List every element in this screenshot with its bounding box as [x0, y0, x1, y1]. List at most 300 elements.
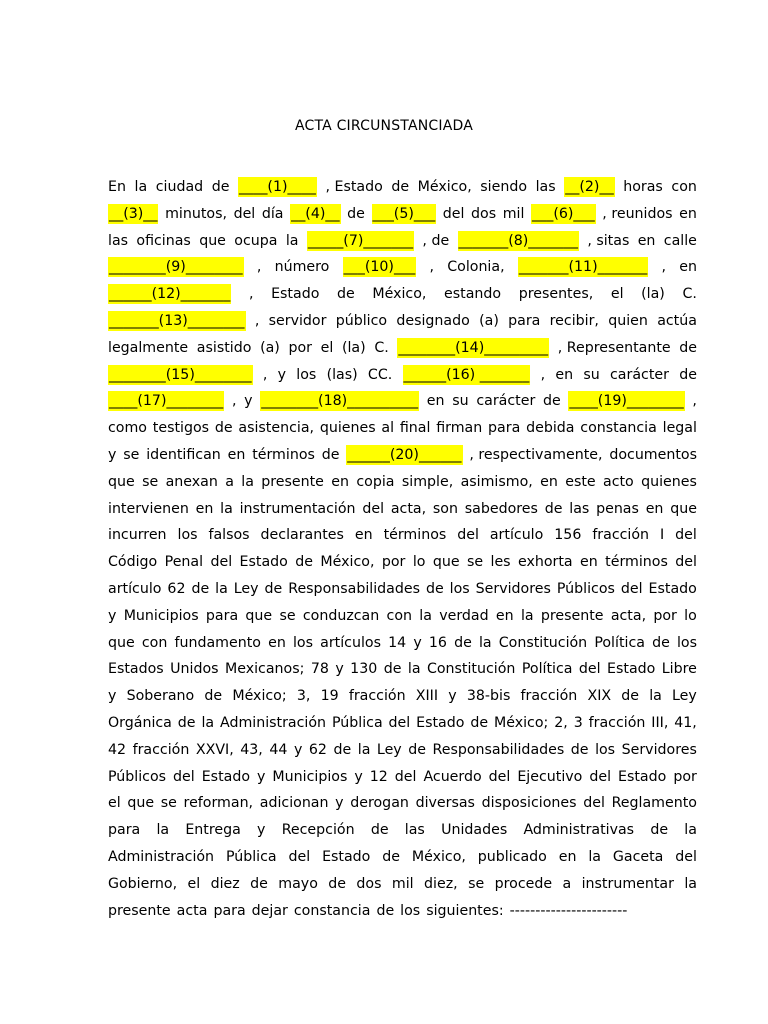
word: identifican	[146, 447, 221, 463]
word: estando	[444, 286, 502, 303]
fill-in-field: _______(8)_______	[458, 232, 578, 249]
word: la	[419, 607, 432, 624]
word: a	[562, 875, 572, 892]
paragraph-line	[108, 901, 697, 921]
word: 43,	[240, 741, 263, 758]
word: términos	[383, 527, 447, 544]
word: la	[201, 715, 215, 731]
word: ,	[256, 259, 262, 276]
word: dos	[471, 205, 497, 222]
word: que	[108, 634, 135, 651]
word: ciudad	[155, 179, 204, 195]
word: y	[108, 447, 117, 463]
word: artículo	[108, 581, 162, 597]
word: para	[213, 902, 246, 919]
word: Ley	[376, 741, 402, 758]
word: diez,	[424, 875, 458, 892]
word: del	[583, 795, 605, 812]
word: Recepción	[281, 822, 355, 839]
word: la	[134, 179, 148, 195]
word: actúa	[657, 313, 697, 329]
word: constancia	[580, 420, 657, 437]
word: Administración	[219, 715, 327, 731]
paragraph-line	[108, 740, 697, 760]
word: acto	[603, 473, 634, 490]
word: de	[337, 286, 355, 303]
word: Entrega	[185, 822, 241, 839]
word: testigos	[152, 420, 210, 437]
paragraph-line	[108, 874, 697, 894]
word: 3,	[296, 688, 311, 705]
word: de	[544, 500, 563, 517]
word: en	[495, 607, 514, 624]
word: 78	[310, 661, 329, 678]
word: diez	[210, 875, 240, 892]
word: del	[675, 554, 697, 571]
word: que	[108, 473, 135, 490]
word: al	[381, 420, 395, 437]
word: el	[320, 339, 334, 356]
word: disposiciones	[481, 795, 577, 812]
word: 44	[269, 741, 288, 758]
word: la	[478, 634, 492, 651]
word: y	[244, 393, 253, 410]
word: como	[108, 420, 147, 437]
word: la	[649, 688, 662, 705]
word: de	[204, 688, 223, 705]
word: constancia	[293, 902, 371, 919]
word: Responsabilidades	[432, 741, 565, 758]
paragraph-line	[108, 365, 697, 385]
word: del	[210, 554, 233, 571]
word: y	[108, 607, 117, 624]
word: la	[285, 232, 299, 249]
word: instrumentación	[239, 500, 356, 517]
word: Estado	[607, 661, 656, 678]
word: de	[383, 661, 402, 678]
word: la	[588, 849, 601, 865]
word: que	[432, 554, 460, 571]
paragraph-line	[108, 659, 697, 679]
word: la	[156, 822, 170, 839]
word: y	[293, 741, 303, 758]
word: horas	[623, 179, 663, 195]
word: en	[227, 447, 246, 463]
word: de	[650, 822, 669, 839]
word: final	[399, 420, 431, 437]
word: en	[195, 500, 214, 517]
fill-in-field: ___(10)___	[343, 259, 416, 276]
word: fracción	[348, 688, 406, 705]
word: Estados	[108, 661, 164, 678]
word: acta,	[390, 500, 427, 517]
word: y	[277, 366, 287, 383]
word: Ley	[672, 688, 697, 705]
word: en	[637, 232, 656, 249]
word: México,	[411, 849, 466, 865]
paragraph-line	[108, 418, 697, 438]
word: Gobierno,	[108, 875, 178, 892]
word: quienes	[641, 473, 697, 490]
paragraph-line	[108, 391, 697, 411]
word: siendo	[480, 179, 528, 195]
word: asistencia,	[238, 420, 315, 437]
fill-in-field: _______(13)________	[109, 313, 245, 329]
word: designado	[396, 313, 470, 329]
word: 2,	[554, 715, 568, 731]
word: en	[679, 205, 697, 222]
word: términos	[605, 554, 668, 571]
word: de	[376, 902, 395, 919]
word: Constitución	[498, 634, 588, 651]
word: del	[675, 849, 697, 865]
word: de	[454, 634, 472, 651]
word: de	[347, 205, 365, 222]
word: y	[413, 634, 422, 651]
word: 12	[369, 768, 388, 785]
word: del	[394, 768, 417, 785]
word: los	[296, 366, 317, 383]
word: Estado	[201, 768, 251, 785]
word: del	[675, 527, 697, 544]
word: el	[187, 875, 201, 892]
document-title: ACTA CIRCUNSTANCIADA	[294, 118, 474, 134]
word: Públicos	[556, 581, 615, 597]
word: lo	[412, 554, 426, 571]
word: para	[508, 313, 541, 329]
word: Colonia,	[447, 259, 505, 276]
word: ,	[661, 259, 667, 276]
word: artículo	[489, 527, 544, 544]
word: ,	[692, 393, 697, 410]
word: firman	[436, 420, 483, 437]
word: (las)	[326, 366, 358, 383]
word: día	[261, 205, 284, 222]
word: Ley	[233, 581, 259, 597]
word: fracción	[592, 527, 650, 544]
word: México,	[372, 286, 427, 303]
fill-in-field: ________(18)__________	[261, 393, 419, 410]
word: que	[670, 500, 697, 517]
paragraph-line	[108, 633, 697, 653]
word: de	[382, 849, 400, 865]
word: Soberano	[126, 688, 195, 705]
paragraph-line	[108, 311, 697, 331]
paragraph-line	[108, 767, 697, 787]
word: a	[225, 473, 234, 490]
word: la	[520, 607, 534, 624]
word: con	[671, 179, 697, 195]
word: asistido	[196, 339, 252, 356]
word: XIII	[415, 688, 439, 705]
word: en	[555, 366, 574, 383]
paragraph-line	[108, 606, 697, 626]
word: su	[452, 393, 469, 410]
word: del	[442, 205, 465, 222]
word: del	[388, 715, 411, 731]
word: de	[470, 715, 489, 731]
word: CC.	[367, 366, 393, 383]
word: por	[653, 607, 677, 624]
fill-in-field: ______(20)______	[347, 447, 462, 463]
paragraph-line	[108, 284, 697, 304]
word: se	[160, 795, 177, 812]
word: Unidades	[441, 822, 508, 839]
word: en	[426, 393, 445, 410]
fill-in-field: ______(16) _______	[403, 366, 530, 383]
paragraph-line	[108, 338, 697, 358]
paragraph-line	[108, 257, 697, 277]
word: de	[391, 179, 410, 195]
word: acta	[176, 902, 208, 919]
word: recibir,	[549, 313, 599, 329]
word: del	[589, 768, 612, 785]
fill-in-field: _____(7)_______	[307, 232, 414, 249]
word: XIX	[587, 688, 612, 705]
word: la	[241, 473, 254, 490]
word: de	[214, 420, 233, 437]
word: lo	[684, 607, 697, 624]
word: y	[257, 768, 266, 785]
word: del	[173, 768, 195, 785]
word: falsos	[208, 527, 250, 544]
word: , sitas	[587, 232, 630, 249]
word: Administración	[108, 849, 215, 865]
word: las	[108, 232, 129, 249]
word: ,	[429, 259, 434, 276]
word: en	[354, 527, 373, 544]
word: Estado	[239, 554, 288, 571]
word: los	[400, 902, 421, 919]
paragraph-line	[108, 525, 697, 545]
word: (la)	[341, 339, 366, 356]
word: I	[660, 527, 665, 544]
word: las	[535, 179, 556, 195]
word: derogan	[350, 795, 409, 812]
word: Gaceta	[612, 849, 664, 865]
word: Municipios	[123, 607, 199, 624]
word: de	[177, 715, 196, 731]
word: por	[673, 768, 697, 785]
word: y	[108, 688, 117, 705]
word: y	[257, 822, 266, 839]
word: número	[274, 259, 330, 276]
word: (a)	[260, 339, 280, 356]
word: de	[621, 688, 640, 705]
word: Pública	[331, 715, 383, 731]
word: Política	[594, 634, 645, 651]
word: Penal	[164, 554, 204, 571]
word: Código	[108, 554, 158, 571]
paragraph-line	[108, 472, 697, 492]
fill-in-field: __(3)__	[109, 205, 158, 222]
word: dos	[356, 875, 382, 892]
word: la	[220, 500, 233, 517]
word: En	[108, 179, 126, 195]
word: 156	[554, 527, 582, 544]
word: C.	[682, 286, 697, 303]
paragraph-line	[108, 713, 697, 733]
word: en	[645, 500, 664, 517]
word: dejar	[251, 902, 288, 919]
word: 14	[388, 634, 407, 651]
word: se	[466, 554, 484, 571]
word: ,	[540, 366, 546, 383]
word: presente	[261, 473, 324, 490]
word: , Representante	[557, 339, 671, 356]
word: y	[335, 661, 344, 678]
word: Estado	[618, 768, 667, 785]
word: los	[177, 527, 198, 544]
word: conduzcan	[302, 607, 380, 624]
word: se	[142, 473, 159, 490]
fill-in-field: ____(1)____	[239, 179, 316, 195]
word: ,	[254, 313, 260, 329]
word: por	[288, 339, 312, 356]
paragraph-line	[108, 579, 697, 599]
word: los	[595, 741, 616, 758]
word: carácter	[610, 366, 669, 383]
word: de	[211, 179, 230, 195]
word: oficinas	[136, 232, 191, 249]
word: procede	[494, 875, 553, 892]
word: de	[370, 822, 389, 839]
word: los	[292, 634, 313, 651]
word: México;	[232, 688, 287, 705]
word: legalmente	[108, 339, 189, 356]
word: la	[407, 661, 421, 678]
paragraph-line	[108, 686, 697, 706]
word: de	[191, 581, 210, 597]
word: en	[268, 634, 286, 651]
word: del	[233, 205, 256, 222]
word: que	[245, 607, 273, 624]
paragraph-line	[108, 204, 697, 224]
word: en	[540, 473, 558, 490]
word: Servidores	[475, 581, 551, 597]
word: que	[127, 795, 155, 812]
word: calle	[663, 232, 697, 249]
word: de	[333, 741, 352, 758]
word: en	[679, 259, 697, 276]
paragraph-line	[108, 847, 697, 867]
word: Servidores	[621, 741, 697, 758]
word: III,	[651, 715, 669, 731]
word: sabedores	[464, 500, 538, 517]
word: público	[335, 313, 388, 329]
word: 130	[350, 661, 378, 678]
word: 62	[308, 741, 327, 758]
word: Unidos	[170, 661, 219, 678]
word: de	[679, 366, 697, 383]
paragraph-line	[108, 793, 697, 813]
paragraph-line	[108, 552, 697, 572]
word: en	[580, 554, 598, 571]
fill-in-field: ___(6)___	[532, 205, 595, 222]
fill-in-field: ____(19)________	[569, 393, 684, 410]
word: la	[684, 822, 697, 839]
word: las	[404, 822, 425, 839]
word: y	[354, 768, 363, 785]
word: y	[448, 688, 457, 705]
word: 19	[320, 688, 339, 705]
word: ocupa	[234, 232, 278, 249]
word: del	[578, 661, 601, 678]
word: Públicos	[108, 768, 167, 785]
word: ,	[262, 366, 268, 383]
word: mil	[391, 875, 414, 892]
word: documentos	[609, 447, 697, 463]
word: minutos,	[165, 205, 227, 222]
word: con	[141, 634, 168, 651]
word: ,	[248, 286, 254, 303]
word: XXVI,	[195, 741, 234, 758]
word: ,	[231, 393, 237, 410]
word: publicado	[477, 849, 547, 865]
word: instrumentar	[581, 875, 674, 892]
word: de	[679, 339, 697, 356]
word: mayo	[278, 875, 318, 892]
word: anexan	[165, 473, 218, 490]
word: Libre	[661, 661, 697, 678]
word: para	[488, 420, 521, 437]
word: México;	[494, 715, 549, 731]
word: simple,	[401, 473, 454, 490]
word: del	[288, 849, 311, 865]
word: este	[565, 473, 596, 490]
word: son	[432, 500, 458, 517]
word: 16	[428, 634, 447, 651]
word: la	[684, 875, 697, 892]
fill-in-field: ________(15)________	[109, 366, 252, 383]
fill-in-field: __(2)__	[565, 179, 614, 195]
word: acta,	[610, 607, 647, 624]
word: Reglamento	[611, 795, 697, 812]
word: Orgánica	[108, 715, 172, 731]
word: del	[362, 500, 385, 517]
word: carácter	[476, 393, 536, 410]
word: quien	[608, 313, 648, 329]
word: en	[331, 473, 350, 490]
word: mil	[502, 205, 525, 222]
word: exhorta	[517, 554, 573, 571]
word: Ejecutivo	[517, 768, 583, 785]
word: intervienen	[108, 500, 189, 517]
paragraph-line	[108, 445, 697, 465]
word: de	[570, 741, 589, 758]
word: les	[490, 554, 511, 571]
word: de	[295, 554, 313, 571]
word: los	[676, 634, 697, 651]
word: se	[468, 875, 485, 892]
fill-in-field: ____(17)________	[109, 393, 224, 410]
word: Mexicanos;	[224, 661, 305, 678]
fill-in-field: ______(12)_______	[109, 286, 231, 303]
word: copia	[356, 473, 395, 490]
word: reforman,	[183, 795, 254, 812]
word: debida	[526, 420, 575, 437]
word: de	[264, 581, 283, 597]
word: se	[279, 607, 296, 624]
word: (la)	[641, 286, 665, 303]
word: asimismo,	[460, 473, 533, 490]
word: para	[108, 822, 141, 839]
word: verdad	[439, 607, 489, 624]
word: , reunidos	[602, 205, 673, 222]
word: -----------------------	[509, 902, 628, 919]
paragraph-line	[108, 231, 697, 251]
word: las	[569, 500, 590, 517]
